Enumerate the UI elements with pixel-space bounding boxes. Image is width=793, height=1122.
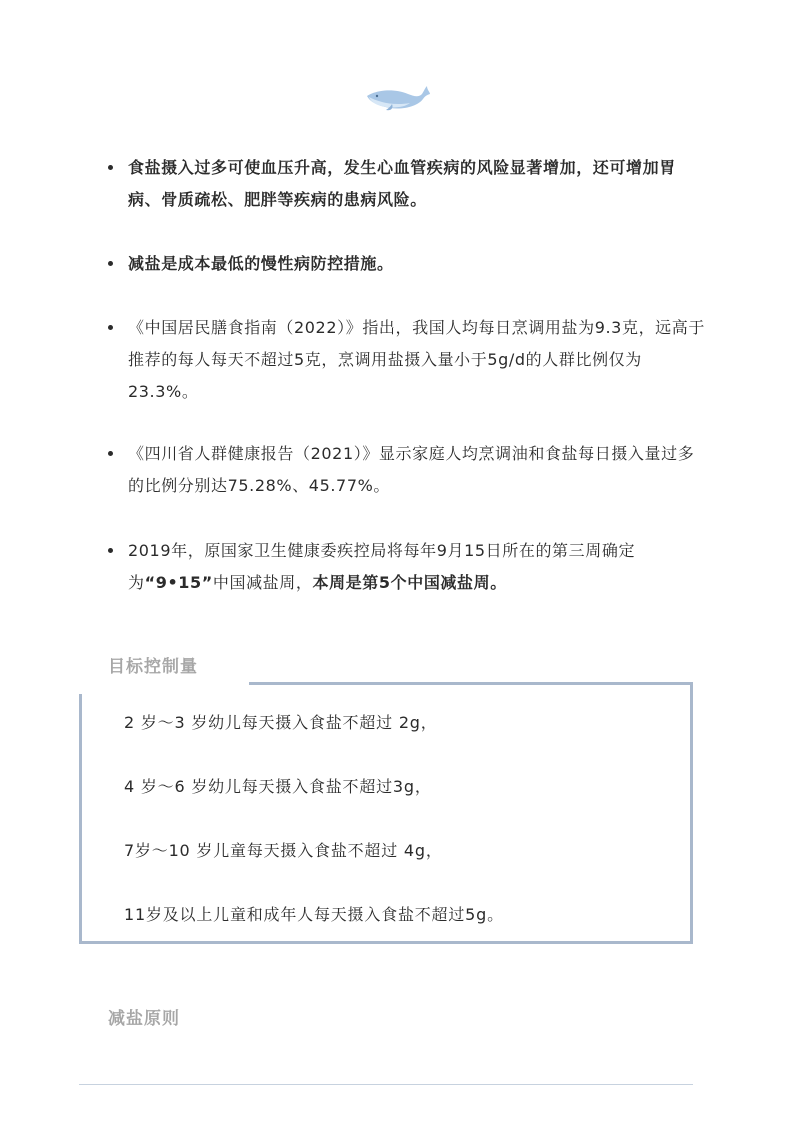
bullet-text: 《中国居民膳食指南（2022）》指出，我国人均每日烹调用盐为9.3克，远高于推荐的每人每天不超过5克，烹调用盐摄入量小于5g/d的人群比例仅为23.3%。 [128, 318, 705, 401]
box-left-border [79, 694, 82, 944]
bullet-item-sichuan-report [108, 438, 708, 502]
box-right-border [690, 682, 693, 944]
limit-item-age-11-plus: 11岁及以上儿童和成年人每天摄入食盐不超过5g。 [124, 905, 504, 924]
footer-divider [79, 1084, 693, 1085]
salt-week-middle: 中国减盐周， [212, 573, 313, 592]
box-bottom-border [79, 941, 693, 944]
bullet-dot [108, 451, 113, 456]
bullet-text: 减盐是成本最低的慢性病防控措施。 [128, 254, 394, 273]
salt-week-quote: “9•15” [144, 573, 213, 592]
bullet-text: 食盐摄入过多可使血压升高，发生心血管疾病的风险显著增加，还可增加胃病、骨质疏松、肥胖等疾病的患病风险。 [128, 158, 676, 209]
salt-week-prefix: 2019年，原国家卫生健康委疾控局将每年9月15日所在的第三周确定为 [128, 541, 636, 592]
bullet-item-guideline [108, 312, 708, 408]
bullet-text: 《四川省人群健康报告（2021）》显示家庭人均烹调油和食盐每日摄入量过多的比例分别达75.28%、45.77%。 [128, 444, 695, 495]
whale-icon [364, 82, 432, 112]
bullet-dot [108, 165, 113, 170]
section-title-target: 目标控制量 [108, 657, 198, 677]
limit-item-age-4-6: 4 岁～6 岁幼儿每天摄入食盐不超过3g， [124, 777, 432, 796]
section-title-principle: 减盐原则 [108, 1009, 180, 1029]
limit-item-age-7-10: 7岁～10 岁儿童每天摄入食盐不超过 4g， [124, 841, 443, 860]
bullet-dot [108, 548, 113, 553]
bullet-dot [108, 325, 113, 330]
bullet-text [128, 535, 708, 599]
bullet-item-salt-week [108, 535, 708, 599]
salt-week-emphasis: 本周是第5个中国减盐周。 [312, 573, 507, 592]
bullet-item-salt-risk [108, 152, 708, 216]
box-top-border [249, 682, 693, 685]
bullet-item-cost [108, 248, 708, 280]
bullet-dot [108, 261, 113, 266]
limit-item-age-2-3: 2 岁～3 岁幼儿每天摄入食盐不超过 2g， [124, 713, 438, 732]
